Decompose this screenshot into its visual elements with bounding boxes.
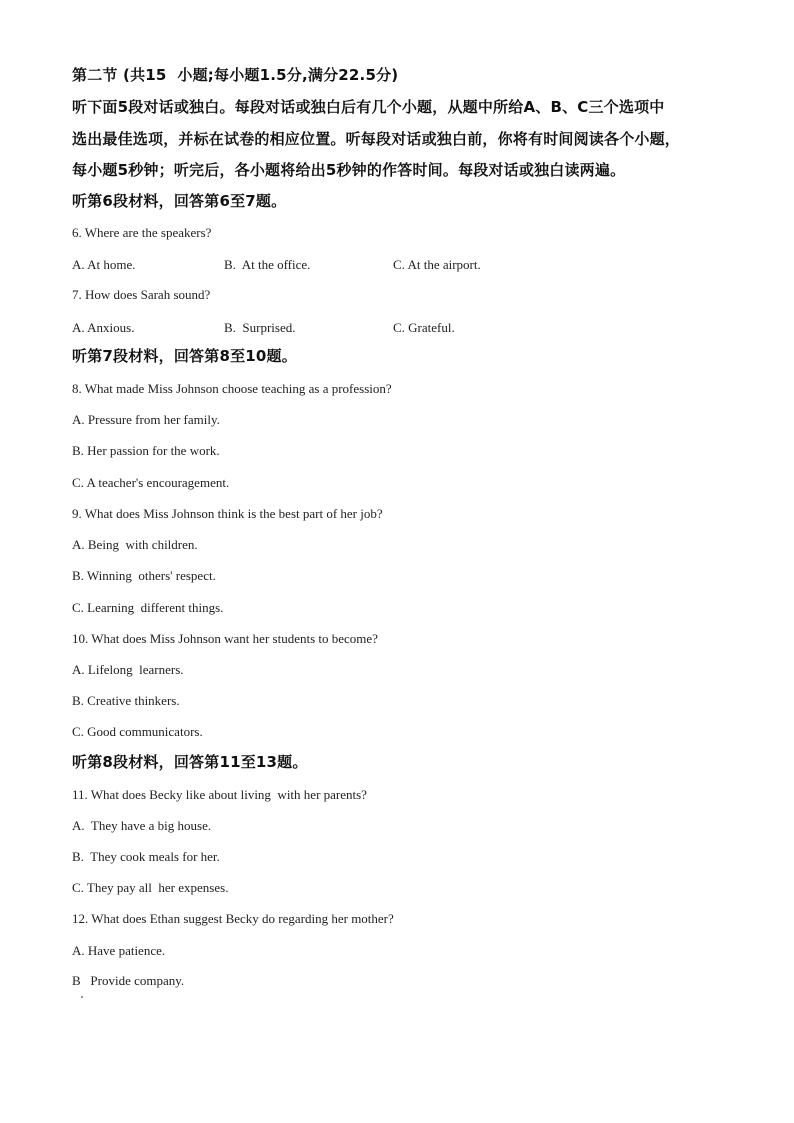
option-c: C. At the airport.	[393, 257, 481, 272]
question: 8. What made Miss Johnson choose teaching as a profession?	[72, 381, 392, 396]
option-c: C. Good communicators.	[72, 724, 203, 739]
option-c: C. Grateful.	[393, 320, 455, 335]
option-b: B. Winning others' respect.	[72, 568, 216, 583]
option-b: B Provide company.	[72, 973, 185, 988]
option-a: A. They have a big house.	[72, 818, 212, 833]
option-c: C. A teacher's encouragement.	[72, 475, 230, 490]
option-a: A. Anxious.	[72, 320, 135, 335]
option-b: B. At the office.	[224, 257, 311, 272]
instruction-line: 听下面5段对话或独白。每段对话或独白后有几个小题，从题中所给A、B、C三个选项中	[72, 98, 665, 116]
question: 7. How does Sarah sound?	[72, 287, 211, 302]
question: 6. Where are the speakers?	[72, 225, 212, 240]
option-a: A. At home.	[72, 257, 136, 272]
question: 12. What does Ethan suggest Becky do regarding her mother?	[72, 911, 394, 926]
question: 9. What does Miss Johnson think is the best part of her job?	[72, 506, 383, 521]
option-a: A. Being with children.	[72, 537, 198, 552]
question: 11. What does Becky like about living with her parents?	[72, 787, 367, 802]
question: 10. What does Miss Johnson want her students to become?	[72, 631, 378, 646]
options-row	[0, 320, 794, 336]
option-b: B. Surprised.	[224, 320, 296, 335]
group-heading: 听第6段材料，回答第6至7题。	[72, 192, 287, 210]
instruction-line: 选出最佳选项，并标在试卷的相应位置。听每段对话或独白前，你将有时间阅读各个小题，	[72, 130, 681, 148]
option-b: B. Creative thinkers.	[72, 693, 180, 708]
option-a: A. Pressure from her family.	[72, 412, 220, 427]
options-row	[0, 257, 794, 273]
group-heading: 听第8段材料，回答第11至13题。	[72, 753, 308, 771]
option-b: B. Her passion for the work.	[72, 443, 220, 458]
option-b: B. They cook meals for her.	[72, 849, 220, 864]
group-heading: 听第7段材料，回答第8至10题。	[72, 347, 297, 365]
option-a: A. Have patience.	[72, 943, 166, 958]
section-title: 第二节 (共15 小题;每小题1.5分,满分22.5分)	[72, 66, 399, 84]
option-c: C. Learning different things.	[72, 600, 224, 615]
instruction-line: 每小题5秒钟；听完后，各小题将给出5秒钟的作答时间。每段对话或独白读两遍。	[72, 161, 626, 179]
option-a: A. Lifelong learners.	[72, 662, 184, 677]
option-c: C. They pay all her expenses.	[72, 880, 229, 895]
stray-mark	[81, 996, 83, 998]
